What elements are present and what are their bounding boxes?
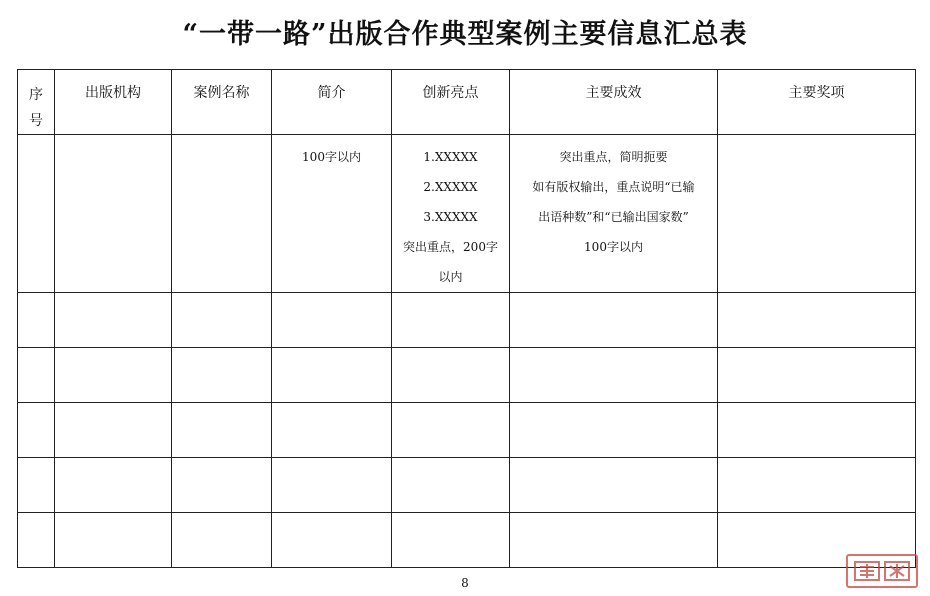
results-line: 如有版权输出，重点说明“已输 bbox=[532, 180, 695, 194]
cell-results[interactable] bbox=[510, 458, 718, 513]
cell-case-name[interactable] bbox=[172, 458, 272, 513]
cell-results[interactable] bbox=[510, 403, 718, 458]
cell-serial[interactable] bbox=[18, 458, 55, 513]
table-row-empty bbox=[18, 348, 916, 403]
seal-glyph-icon bbox=[852, 559, 912, 583]
header-serial-number bbox=[18, 70, 55, 135]
cell-awards[interactable] bbox=[718, 458, 916, 513]
cell-awards[interactable] bbox=[718, 348, 916, 403]
header-awards: 主要奖项 bbox=[718, 70, 916, 135]
cell-case-name[interactable] bbox=[172, 293, 272, 348]
cell-awards[interactable] bbox=[718, 293, 916, 348]
cell-publisher[interactable] bbox=[55, 513, 172, 568]
innovation-line: 突出重点，200字 bbox=[403, 240, 498, 254]
table-row-empty bbox=[18, 513, 916, 568]
summary-table bbox=[17, 69, 916, 568]
cell-serial[interactable] bbox=[18, 513, 55, 568]
cell-results[interactable] bbox=[510, 348, 718, 403]
cell-publisher[interactable] bbox=[55, 293, 172, 348]
cell-publisher[interactable] bbox=[55, 458, 172, 513]
cell-awards[interactable] bbox=[718, 135, 916, 293]
header-case-name: 案例名称 bbox=[172, 70, 272, 135]
cell-serial[interactable] bbox=[18, 293, 55, 348]
cell-serial[interactable] bbox=[18, 135, 55, 293]
cell-serial[interactable] bbox=[18, 348, 55, 403]
cell-intro[interactable] bbox=[272, 135, 392, 293]
cell-serial[interactable] bbox=[18, 403, 55, 458]
cell-innovation[interactable] bbox=[392, 135, 510, 293]
results-line: 100字以内 bbox=[584, 240, 643, 254]
document-title: “一带一路”出版合作典型案例主要信息汇总表 bbox=[182, 19, 748, 50]
table-row-empty bbox=[18, 458, 916, 513]
innovation-line: 以内 bbox=[438, 270, 463, 284]
innovation-line: 2.XXXXX bbox=[423, 180, 478, 194]
results-line: 出语种数”和“已输出国家数” bbox=[538, 210, 689, 224]
table-row-empty bbox=[18, 293, 916, 348]
cell-intro[interactable] bbox=[272, 513, 392, 568]
cell-case-name[interactable] bbox=[172, 403, 272, 458]
cell-results[interactable] bbox=[510, 293, 718, 348]
table-header-row bbox=[18, 70, 916, 135]
header-serial-line2: 号 bbox=[29, 113, 43, 129]
header-results: 主要成效 bbox=[510, 70, 718, 135]
header-innovation: 创新亮点 bbox=[392, 70, 510, 135]
red-seal-stamp-icon bbox=[846, 554, 918, 588]
cell-intro[interactable] bbox=[272, 458, 392, 513]
page-number: 8 bbox=[461, 576, 469, 590]
cell-case-name[interactable] bbox=[172, 135, 272, 293]
cell-case-name[interactable] bbox=[172, 513, 272, 568]
cell-case-name[interactable] bbox=[172, 348, 272, 403]
cell-intro[interactable] bbox=[272, 293, 392, 348]
table-row-guidance bbox=[18, 135, 916, 293]
intro-guidance-text: 100字以内 bbox=[302, 150, 361, 164]
results-line: 突出重点，简明扼要 bbox=[559, 150, 668, 164]
cell-innovation[interactable] bbox=[392, 293, 510, 348]
cell-publisher[interactable] bbox=[55, 348, 172, 403]
cell-publisher[interactable] bbox=[55, 135, 172, 293]
cell-awards[interactable] bbox=[718, 403, 916, 458]
cell-results[interactable] bbox=[510, 135, 718, 293]
cell-results[interactable] bbox=[510, 513, 718, 568]
cell-innovation[interactable] bbox=[392, 348, 510, 403]
cell-innovation[interactable] bbox=[392, 458, 510, 513]
header-publisher: 出版机构 bbox=[55, 70, 172, 135]
header-intro: 简介 bbox=[272, 70, 392, 135]
cell-publisher[interactable] bbox=[55, 403, 172, 458]
cell-intro[interactable] bbox=[272, 348, 392, 403]
cell-innovation[interactable] bbox=[392, 513, 510, 568]
table-row-empty bbox=[18, 403, 916, 458]
cell-intro[interactable] bbox=[272, 403, 392, 458]
innovation-line: 3.XXXXX bbox=[423, 210, 478, 224]
header-serial-line1: 序 bbox=[29, 87, 43, 103]
cell-innovation[interactable] bbox=[392, 403, 510, 458]
innovation-line: 1.XXXXX bbox=[423, 150, 478, 164]
